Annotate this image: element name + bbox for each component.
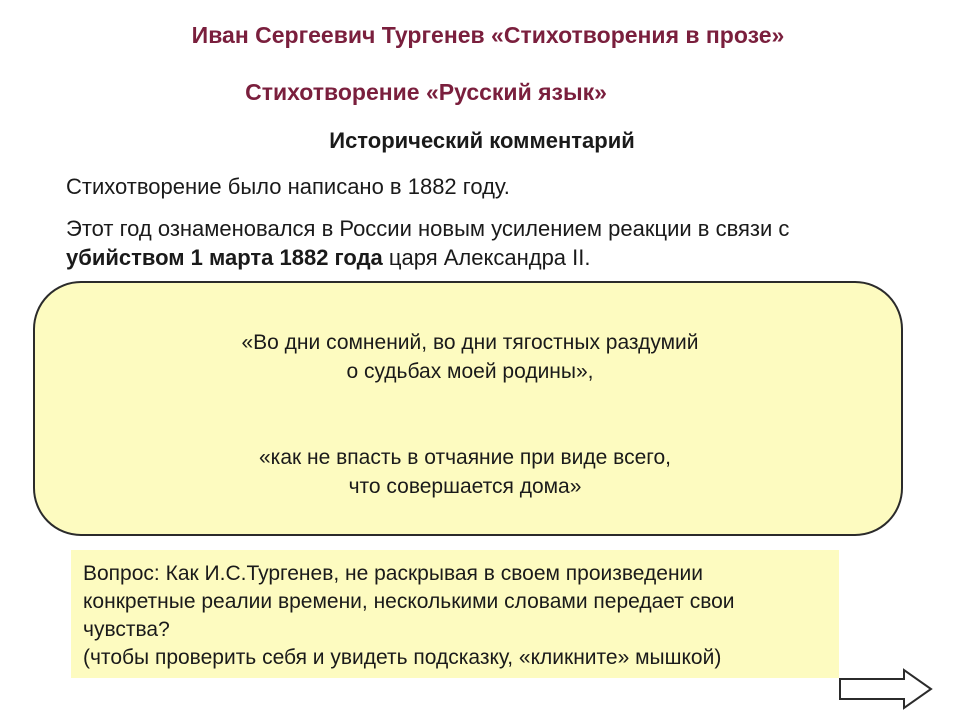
quote-2	[32, 443, 898, 501]
paragraph-context-rest: царя Александра II.	[382, 245, 591, 270]
quote-1-line-2: о судьбах моей родины»,	[346, 360, 594, 383]
quote-1-line-1: «Во дни сомнений, во дни тягостных раздумий	[241, 331, 699, 354]
slide-title: Иван Сергеевич Тургенев «Стихотворения в прозе»	[191, 22, 785, 48]
quote-box	[33, 281, 903, 536]
paragraph-date: Стихотворение было написано в 1882 году.	[66, 174, 510, 199]
section-heading: Исторический комментарий	[329, 128, 635, 153]
slide-subtitle: Стихотворение «Русский язык»	[245, 79, 607, 105]
next-slide-button[interactable]	[838, 668, 934, 710]
paragraph-context-bold: убийством 1 марта 1882 года	[66, 245, 383, 270]
question-box[interactable]	[71, 550, 839, 678]
question-line-2: конкретные реалии времени, несколькими словами передает свои	[83, 590, 735, 613]
question-line-3: чувства?	[83, 618, 170, 641]
quote-2-line-1: «как не впасть в отчаяние при виде всего,	[259, 446, 671, 469]
paragraph-context-line-1: Этот год ознаменовался в России новым усилением реакции в связи с	[66, 216, 790, 241]
question-line-4: (чтобы проверить себя и увидеть подсказку, «кликните» мышкой)	[83, 646, 722, 669]
quote-1	[37, 328, 903, 386]
paragraph-context	[66, 214, 789, 272]
quote-2-line-2: что совершается дома»	[348, 475, 582, 498]
right-arrow-icon	[838, 668, 934, 710]
question-line-1: Вопрос: Как И.С.Тургенев, не раскрывая в своем произведении	[83, 562, 704, 585]
